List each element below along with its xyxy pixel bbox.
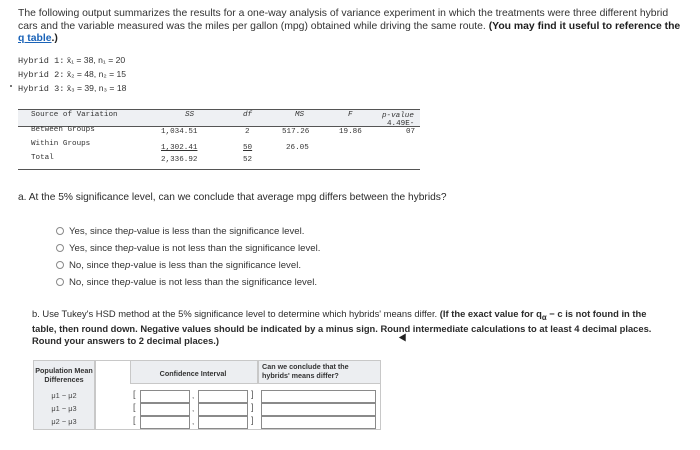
part-b-question: b. Use Tukey's HSD method at the 5% significance level to determine which hybrids' means differ. (If the exact value for $q_\alpha - c$ is not found in the table, then round down. Negative values should be indicated by a minus sign. Round intermediate calculations to at least 4 decimal places. Round your answers to 2 decimal places.) bbox=[32, 308, 652, 347]
bracket-open: [ bbox=[133, 389, 136, 399]
ci-upper-input-2[interactable] bbox=[198, 403, 248, 416]
anova-row-within-source: Within Groups bbox=[31, 140, 91, 148]
comma-separator: , bbox=[192, 417, 195, 426]
row-label-mu1-mu3: μ1 − μ3 bbox=[51, 404, 77, 413]
anova-row-within-df: 50 bbox=[243, 144, 253, 152]
conclusion-select-2[interactable] bbox=[261, 403, 376, 416]
anova-pvalue-line2: 07 bbox=[406, 128, 416, 136]
bracket-open: [ bbox=[133, 402, 136, 412]
ci-lower-input-1[interactable] bbox=[140, 390, 190, 403]
anova-row-between-df: 2 bbox=[245, 128, 250, 136]
answer-option-1[interactable]: Yes, since the p -value is less than the significance level. bbox=[56, 224, 304, 238]
anova-bottom-rule bbox=[18, 169, 420, 170]
anova-row-within-ms: 26.05 bbox=[286, 144, 309, 152]
ci-lower-input-2[interactable] bbox=[140, 403, 190, 416]
ci-upper-input-3[interactable] bbox=[198, 416, 248, 429]
anova-row-within-ss: 1,302.41 bbox=[161, 144, 198, 152]
anova-row-total-ss: 2,336.92 bbox=[161, 156, 198, 164]
comma-separator: , bbox=[192, 404, 195, 413]
anova-header-ss: SS bbox=[185, 111, 195, 119]
part-a-question: a. At the 5% significance level, can we conclude that average mpg differs between the hybrids? bbox=[18, 192, 447, 203]
bracket-close: ] bbox=[251, 415, 254, 425]
anova-header-ms: MS bbox=[295, 111, 305, 119]
intro-text: The following output summarizes the results for a one-way analysis of variance experiment in which the treatments were three different hybrid cars and the variable measured was the miles per gallon (mpg) obtained while driving the same route. bbox=[18, 8, 669, 32]
anova-row-total-df: 52 bbox=[243, 156, 253, 164]
anova-row-total-source: Total bbox=[31, 154, 54, 162]
conclusion-select-1[interactable] bbox=[261, 390, 376, 403]
row-label-mu1-mu2: μ1 − μ2 bbox=[51, 391, 77, 400]
ci-lower-input-3[interactable] bbox=[140, 416, 190, 429]
bracket-close: ] bbox=[251, 389, 254, 399]
anova-row-between-ms: 517.26 bbox=[282, 128, 310, 136]
hybrid-3-summary: Hybrid 3: x̄₃ = 39, n₃ = 18 bbox=[18, 83, 127, 94]
hybrid-2-summary: Hybrid 2: x̄₂ = 48, n₂ = 15 bbox=[18, 69, 127, 80]
anova-top-rule bbox=[18, 109, 420, 110]
bracket-open: [ bbox=[133, 415, 136, 425]
intro-hint-end: .) bbox=[51, 33, 58, 45]
ci-upper-input-1[interactable] bbox=[198, 390, 248, 403]
answer-option-3[interactable]: No, since the p -value is less than the significance level. bbox=[56, 258, 301, 272]
radio-button[interactable] bbox=[56, 278, 64, 286]
anova-pvalue-line1: 4.49E- bbox=[387, 120, 415, 128]
anova-table bbox=[18, 106, 420, 170]
anova-header-f: F bbox=[348, 111, 353, 119]
hybrid-1-summary: Hybrid 1: x̄₁ = 38, n₁ = 20 bbox=[18, 55, 126, 66]
radio-button[interactable] bbox=[56, 244, 64, 252]
problem-intro bbox=[18, 8, 683, 46]
bullet-dot bbox=[10, 85, 12, 87]
anova-row-between-f: 19.86 bbox=[339, 128, 362, 136]
radio-button[interactable] bbox=[56, 227, 64, 235]
anova-header-source: Source of Variation bbox=[31, 111, 118, 119]
anova-header-df: df bbox=[243, 111, 253, 119]
radio-button[interactable] bbox=[56, 261, 64, 269]
bracket-close: ] bbox=[251, 402, 254, 412]
comma-separator: , bbox=[192, 391, 195, 400]
conclusion-select-3[interactable] bbox=[261, 416, 376, 429]
tukey-answer-table bbox=[33, 358, 381, 430]
answer-option-4[interactable]: No, since the p -value is not less than the significance level. bbox=[56, 275, 317, 289]
intro-hint: (You may find it useful to reference the bbox=[488, 20, 681, 32]
anova-row-between-source: Between Groups bbox=[31, 126, 95, 134]
header-confidence-interval: Confidence Interval bbox=[159, 369, 227, 378]
header-can-we-conclude: Can we conclude that the hybrids' means differ? bbox=[262, 362, 349, 380]
answer-option-2[interactable]: Yes, since the p -value is not less than the significance level. bbox=[56, 241, 320, 255]
anova-row-between-ss: 1,034.51 bbox=[161, 128, 198, 136]
row-label-mu2-mu3: μ2 − μ3 bbox=[51, 417, 77, 426]
q-table-link[interactable]: q table bbox=[18, 33, 52, 45]
header-mean-differences: Population Mean Differences bbox=[35, 366, 93, 384]
anova-header-pvalue: p-value bbox=[382, 112, 414, 120]
